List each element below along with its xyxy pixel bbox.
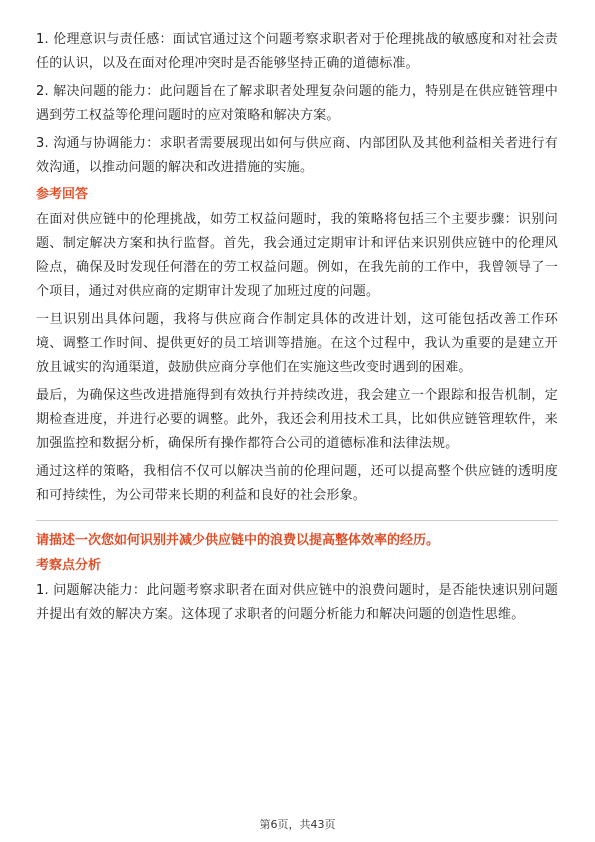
answer-paragraph-3: 最后，为确保这些改进措施得到有效执行并持续改进，我会建立一个跟踪和报告机制，定期检查进度，并进行必要的调整。此外，我还会利用技术工具，比如供应链管理软件，来加强监控和数据分析，确保所有操作都符合公司的道德标准和法律法规。 [36, 388, 558, 451]
section-divider [36, 520, 558, 521]
page-number: 第6页，共43页 [259, 818, 336, 831]
reference-answer-heading: 参考回答 [36, 187, 89, 202]
criteria-item-communication: 3. 沟通与协调能力：求职者需要展现出如何与供应商、内部团队及其他利益相关者进行有效沟通，以推动问题的解决和改进措施的实施。 [36, 136, 558, 175]
answer-paragraph-2: 一旦识别出具体问题，我将与供应商合作制定具体的改进计划，这可能包括改善工作环境、调整工作时间、提供更好的员工培训等措施。在这个过程中，我认为重要的是建立开放且诚实的沟通渠道，鼓励供应商分享他们在实施这些改变时遇到的困难。 [36, 312, 558, 375]
document-body [36, 28, 558, 631]
answer-paragraph-4: 通过这样的策略，我相信不仅可以解决当前的伦理问题，还可以提高整个供应链的透明度和可持续性，为公司带来长期的利益和良好的社会形象。 [36, 464, 558, 503]
answer-paragraph-1: 在面对供应链中的伦理挑战，如劳工权益问题时，我的策略将包括三个主要步骤：识别问题、制定解决方案和执行监督。首先，我会通过定期审计和评估来识别供应链中的伦理风险点，确保及时发现任何潜在的劳工权益问题。例如，在我先前的工作中，我曾领导了一个项目，通过对供应商的定期审计发现了加班过度的问题。 [36, 212, 558, 299]
criteria-item-problem-solving: 2. 解决问题的能力：此问题旨在了解求职者处理复杂问题的能力，特别是在供应链管理中遇到劳工权益等伦理问题时的应对策略和解决方案。 [36, 84, 558, 123]
criteria-item-ethics: 1. 伦理意识与责任感：面试官通过这个问题考察求职者对于伦理挑战的敏感度和对社会责任的认识，以及在面对伦理冲突时是否能够坚持正确的道德标准。 [36, 32, 558, 71]
analysis-item-1: 1. 问题解决能力：此问题考察求职者在面对供应链中的浪费问题时，是否能快速识别问题并提出有效的解决方案。这体现了求职者的问题分析能力和解决问题的创造性思维。 [36, 583, 558, 622]
question-heading: 请描述一次您如何识别并减少供应链中的浪费以提高整体效率的经历。 [36, 533, 440, 548]
analysis-heading: 考察点分析 [36, 558, 102, 573]
